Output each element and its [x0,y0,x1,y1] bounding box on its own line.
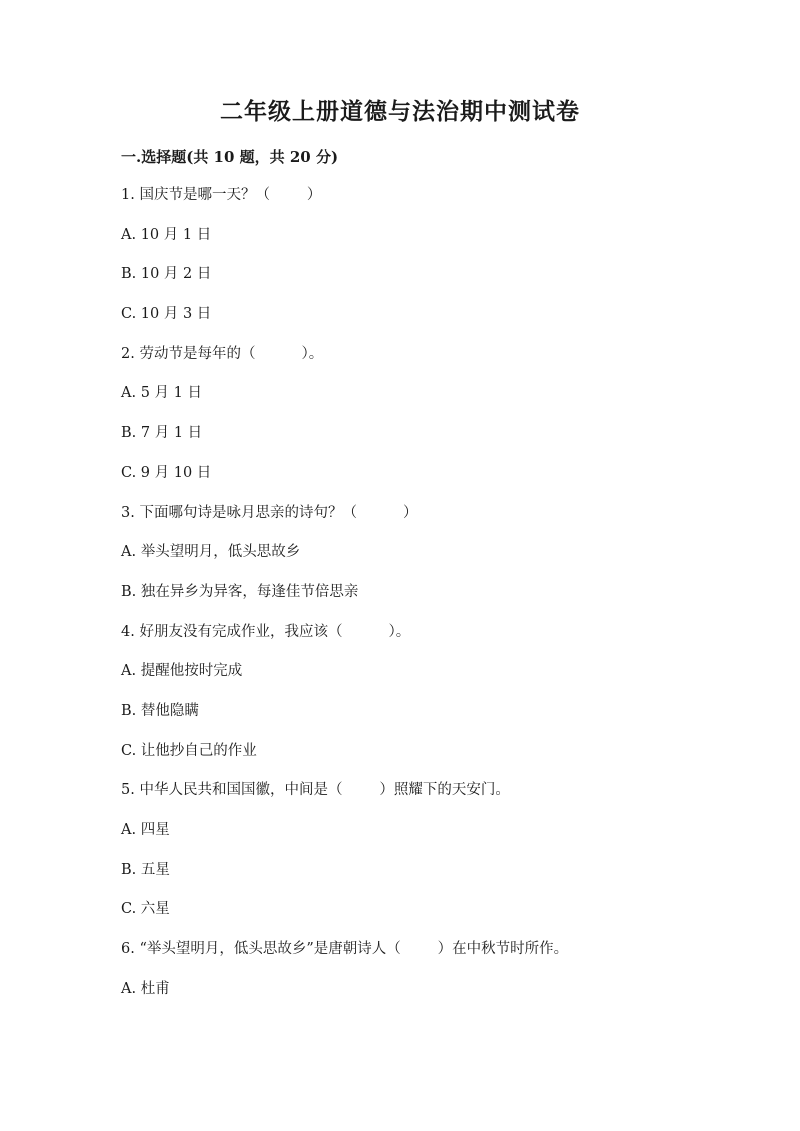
question-2-option-c: C. 9 月 10 日 [121,464,212,481]
question-5: 5. 中华人民共和国国徽，中间是（ ）照耀下的天安门。 [121,782,510,799]
question-6: 6. “举头望明月，低头思故乡”是唐朝诗人（ ）在中秋节时所作。 [121,941,569,958]
page-title: 二年级上册道德与法治期中测试卷 [220,98,580,125]
question-2: 2. 劳动节是每年的（ ）。 [121,345,324,362]
question-3: 3. 下面哪句诗是咏月思亲的诗句？（ ） [121,504,418,521]
question-1-option-a: A. 10 月 1 日 [121,226,212,243]
question-3-option-b: B. 独在异乡为异客，每逢佳节倍思亲 [121,583,359,600]
question-4-option-a: A. 提醒他按时完成 [121,663,243,680]
question-1-option-c: C. 10 月 3 日 [121,306,212,323]
question-5-option-a: A. 四星 [121,822,170,838]
question-1: 1. 国庆节是哪一天？（ ） [121,187,322,203]
question-2-option-a: A. 5 月 1 日 [121,385,202,402]
question-6-option-a: A. 杜甫 [121,980,170,997]
question-2-option-b: B. 7 月 1 日 [121,425,203,442]
question-5-option-b: B. 五星 [121,861,170,878]
question-5-option-c: C. 六星 [121,901,170,918]
question-4: 4. 好朋友没有完成作业，我应该（ ）。 [121,623,411,640]
question-3-option-a: A. 举头望明月，低头思故乡 [121,544,301,561]
question-1-option-b: B. 10 月 2 日 [121,266,212,283]
section-heading: 一.选择题(共 10 题，共 20 分) [121,148,339,166]
question-4-option-c: C. 让他抄自己的作业 [121,742,257,759]
question-list [121,184,721,1017]
question-4-option-b: B. 替他隐瞒 [121,702,199,719]
